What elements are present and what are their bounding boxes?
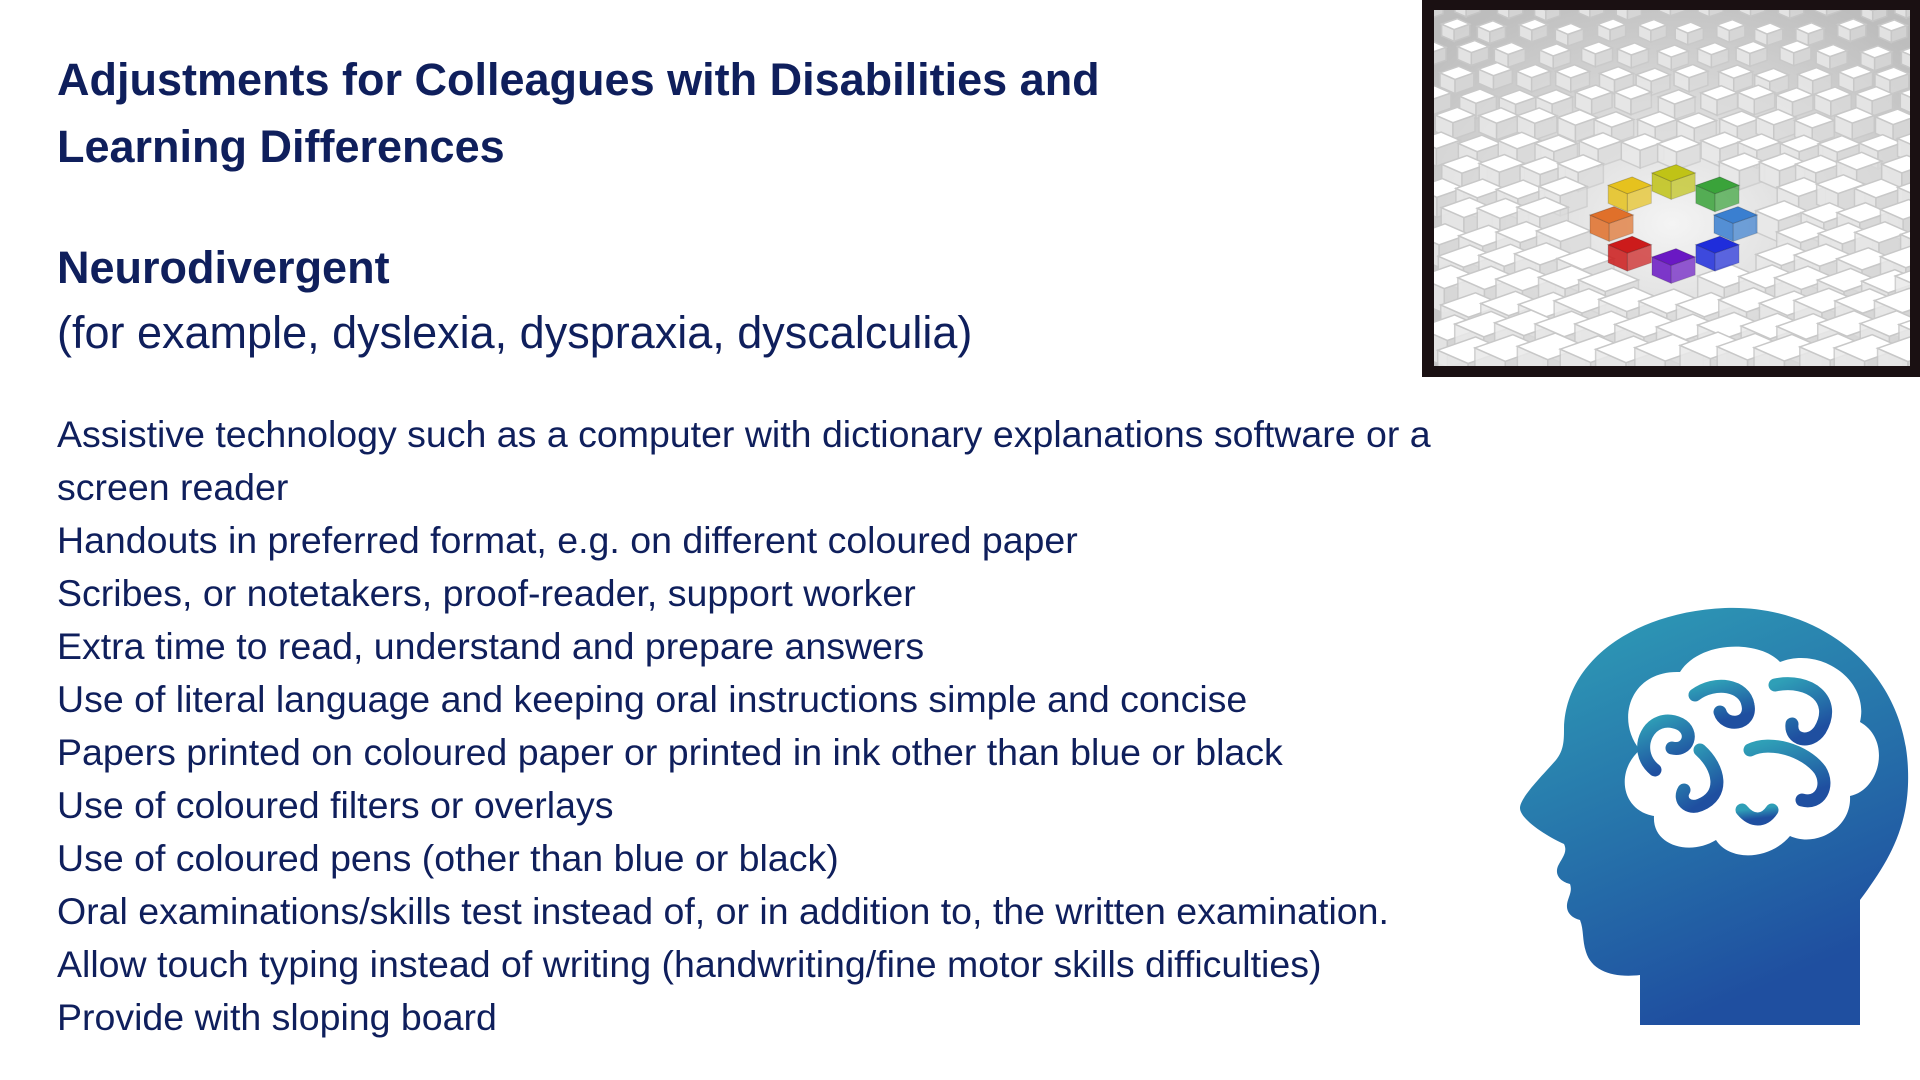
head-brain-icon bbox=[1520, 600, 1920, 1040]
slide-title: Adjustments for Colleagues with Disabilities and Learning Differences bbox=[57, 54, 1100, 172]
list-item: Extra time to read, understand and prepare answers bbox=[57, 625, 925, 667]
list-item: Provide with sloping board bbox=[57, 996, 497, 1038]
list-item: Oral examinations/skills test instead of, or in addition to, the written examination. bbox=[57, 890, 1389, 932]
adjustments-list bbox=[57, 408, 1557, 1044]
section-heading: Neurodivergent bbox=[57, 242, 390, 293]
list-item: Papers printed on coloured paper or printed in ink other than blue or black bbox=[57, 731, 1283, 773]
list-item: Use of literal language and keeping oral instructions simple and concise bbox=[57, 678, 1248, 720]
list-item: Scribes, or notetakers, proof-reader, support worker bbox=[57, 572, 916, 614]
section-subheading: (for example, dyslexia, dyspraxia, dyscalculia) bbox=[57, 307, 973, 358]
list-item: Use of coloured filters or overlays bbox=[57, 784, 614, 826]
list-item: Allow touch typing instead of writing (handwriting/fine motor skills difficulties) bbox=[57, 943, 1322, 985]
colored-cube-ring-image bbox=[1422, 0, 1920, 377]
list-item: Use of coloured pens (other than blue or black) bbox=[57, 837, 839, 879]
list-item: Handouts in preferred format, e.g. on different coloured paper bbox=[57, 519, 1078, 561]
list-item: Assistive technology such as a computer with dictionary explanations software or a screen reader bbox=[57, 413, 1431, 508]
cubes-illustration bbox=[1434, 10, 1910, 366]
